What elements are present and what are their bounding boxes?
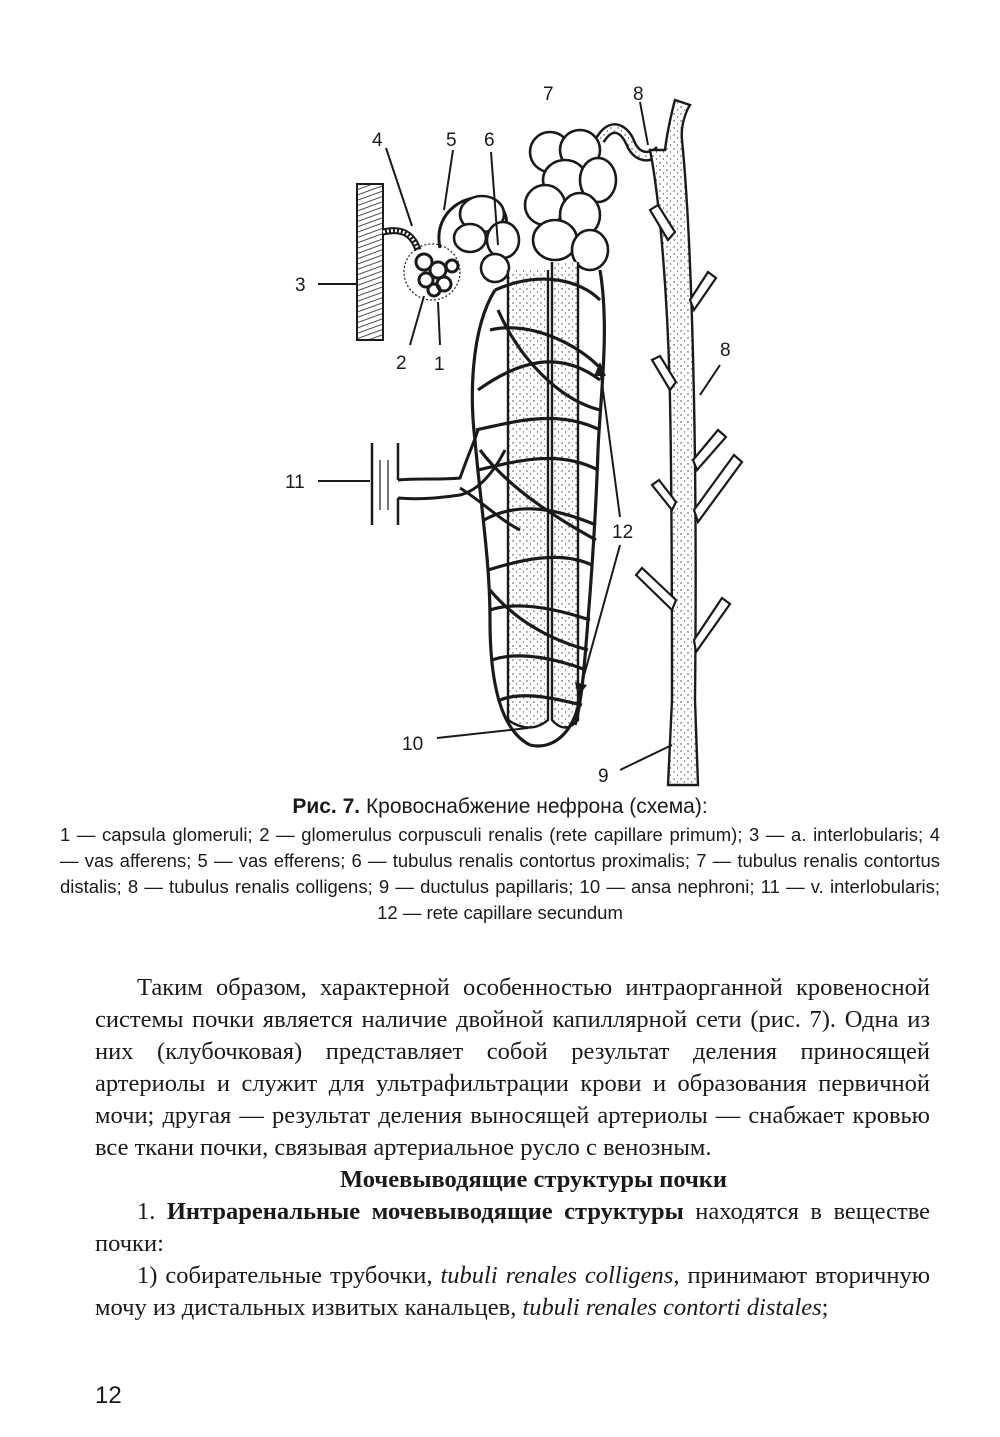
label-8-side: 8 <box>720 340 731 361</box>
paragraph-1: Таким образом, характерной особенностью интраорганной кровеносной системы почки является наличие двойной капиллярной сети (рис. 7). Одна из них (клубочковая) представляет собой результат деления приносящей артериолы и служит для ультрафильтрации крови и образования первичной мочи; другая — результат деления выносящей артериолы — снабжает кровью все ткани почки, связывая артериальное русло с венозным. <box>95 974 930 1161</box>
label-10: 10 <box>402 734 424 755</box>
interlobular-vein <box>372 430 520 530</box>
interlobular-artery <box>357 184 383 340</box>
body-text <box>95 972 930 1324</box>
p3-end: ; <box>821 1294 829 1321</box>
label-6: 6 <box>484 130 495 151</box>
p2-number: 1. <box>137 1198 156 1225</box>
caption-title-text: Кровоснабжение нефрона (схема): <box>365 795 708 818</box>
p3-start: 1) собирательные трубочки, <box>137 1262 433 1289</box>
section-heading: Мочевыводящие структуры почки <box>339 1166 728 1193</box>
label-5: 5 <box>446 130 457 151</box>
p3-italic-2: tubuli renales contorti distales <box>522 1294 822 1321</box>
label-4: 4 <box>372 130 383 151</box>
label-11: 11 <box>285 472 305 493</box>
p2-bold: Интраренальные мочевыводящие структуры <box>166 1198 684 1225</box>
proximal-tubule <box>454 196 519 282</box>
label-7: 7 <box>543 84 554 105</box>
distal-tubule <box>525 130 616 270</box>
p3-italic-1: tubuli renales colligens <box>440 1262 674 1289</box>
caption-legend: 1 — capsula glomeruli; 2 — glomerulus corpusculi renalis (rete capillare primum); 3 — a. interlobularis; 4 — vas afferens; 5 — vas efferens; 6 — tubulus renalis contortus proximalis; 7 — tubulus renalis contortus distalis; 8 — tubulus renalis colligens; 9 — ductulus papillaris; 10 — ansa nephroni; 11 — v. interlobularis; 12 — rete capillare secundum <box>60 824 940 923</box>
caption-title <box>60 792 940 822</box>
glomerulus <box>404 244 460 300</box>
label-1: 1 <box>434 354 445 375</box>
p3-mid: , принимают вторичную мочу из дистальных извитых канальцев, <box>95 1262 930 1321</box>
label-3: 3 <box>295 275 306 296</box>
paragraph-2 <box>95 1196 930 1260</box>
label-2: 2 <box>396 353 407 374</box>
figure-caption <box>60 792 940 926</box>
label-12: 12 <box>612 522 634 543</box>
label-9: 9 <box>598 766 609 787</box>
collecting-duct <box>636 100 742 785</box>
label-8-top: 8 <box>633 84 644 105</box>
caption-prefix: Рис. 7. <box>292 795 361 818</box>
p2-rest: находятся в веществе почки: <box>95 1198 931 1257</box>
page-number: 12 <box>95 1382 122 1409</box>
paragraph-3 <box>95 1260 930 1324</box>
